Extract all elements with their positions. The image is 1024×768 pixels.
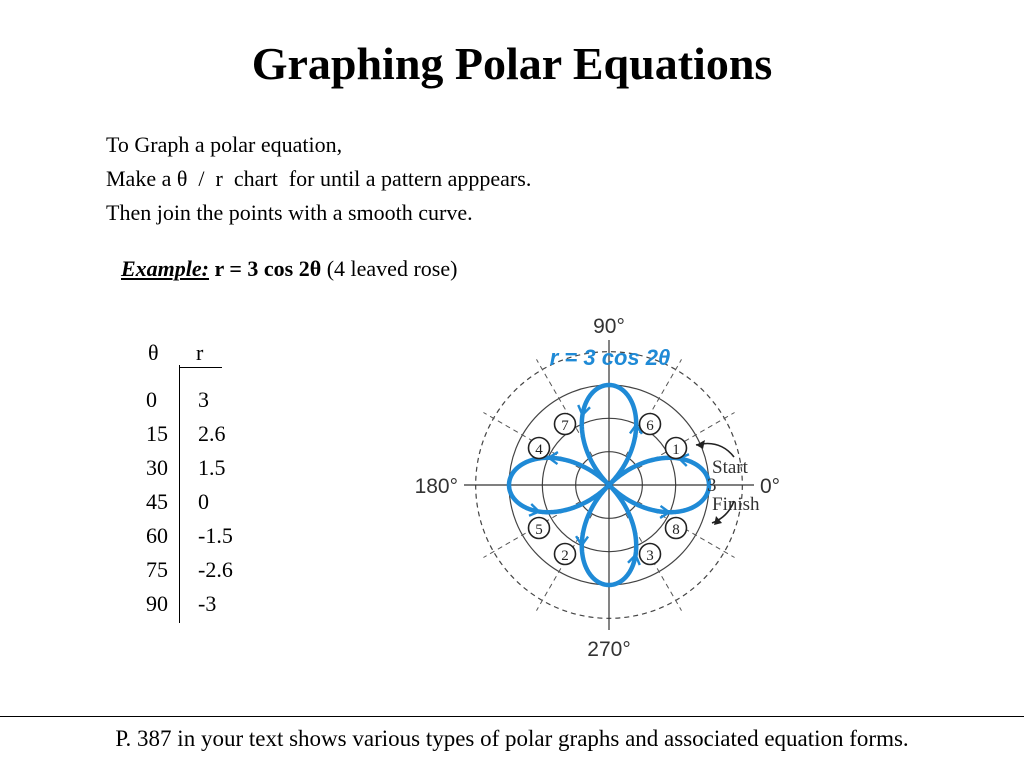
example-note: (4 leaved rose) [326,256,458,281]
angle-90-label: 90° [593,315,625,338]
point-marker [666,518,687,539]
point-marker [640,414,661,435]
chart-theta-value: 75 [146,557,168,582]
footer-divider [0,716,1024,717]
chart-r-value: 0 [198,489,209,514]
graph-equation-label: r = 3 cos 2θ [549,345,671,370]
point-marker [555,544,576,565]
angle-180-label: 180° [414,475,458,498]
chart-header-r: r [196,340,204,365]
angle-0-label: 0° [760,475,781,498]
point-marker [529,438,550,459]
footer-note: P. 387 in your text shows various types of polar graphs and associated equation forms. [115,726,909,751]
chart-theta-value: 30 [146,455,168,480]
example-label: Example: [121,256,209,281]
chart-row [146,591,256,625]
chart-row [146,557,256,591]
angle-270-label: 270° [587,638,631,661]
point-marker-number: 8 [672,522,680,538]
chart-r-value: -3 [198,591,217,616]
point-marker-number: 3 [646,548,654,564]
chart-header-underline [179,367,222,368]
chart-theta-value: 0 [146,387,157,412]
point-marker-number: 4 [535,442,543,458]
example-line [121,256,457,282]
chart-r-value: 1.5 [198,455,226,480]
chart-theta-value: 15 [146,421,168,446]
theta-r-chart [140,339,250,624]
chart-theta-value: 45 [146,489,168,514]
finish-arrowhead [714,516,722,525]
chart-r-value: 3 [198,387,209,412]
radius-3-label: 3 [707,475,717,496]
chart-r-value: -2.6 [198,557,233,582]
intro-text [106,128,531,230]
point-marker [640,544,661,565]
point-marker-number: 1 [672,442,680,458]
chart-r-value: 2.6 [198,421,226,446]
point-marker-number: 2 [561,548,569,564]
intro-line-2: Make a θ / r chart for until a pattern apppears. [106,166,532,191]
intro-line-3: Then join the points with a smooth curve. [106,200,473,225]
finish-label: Finish [712,494,760,515]
chart-theta-value: 60 [146,523,168,548]
example-equation: r = 3 cos 2θ [214,256,322,281]
point-marker-number: 5 [535,522,543,538]
intro-line-1: To Graph a polar equation, [106,132,343,157]
point-marker-number: 7 [561,418,569,434]
start-label: Start [712,457,748,478]
chart-theta-value: 90 [146,591,168,616]
chart-row [146,455,256,489]
chart-row [146,387,256,421]
chart-row [146,421,256,455]
point-marker [555,414,576,435]
polar-graph [398,305,808,665]
chart-header-theta: θ [148,340,159,365]
chart-r-value: -1.5 [198,523,233,548]
point-marker-number: 6 [646,418,654,434]
start-arrowhead [696,440,705,449]
point-marker [666,438,687,459]
point-marker [529,518,550,539]
chart-row [146,489,256,523]
page-title: Graphing Polar Equations [251,38,773,89]
chart-row [146,523,256,557]
